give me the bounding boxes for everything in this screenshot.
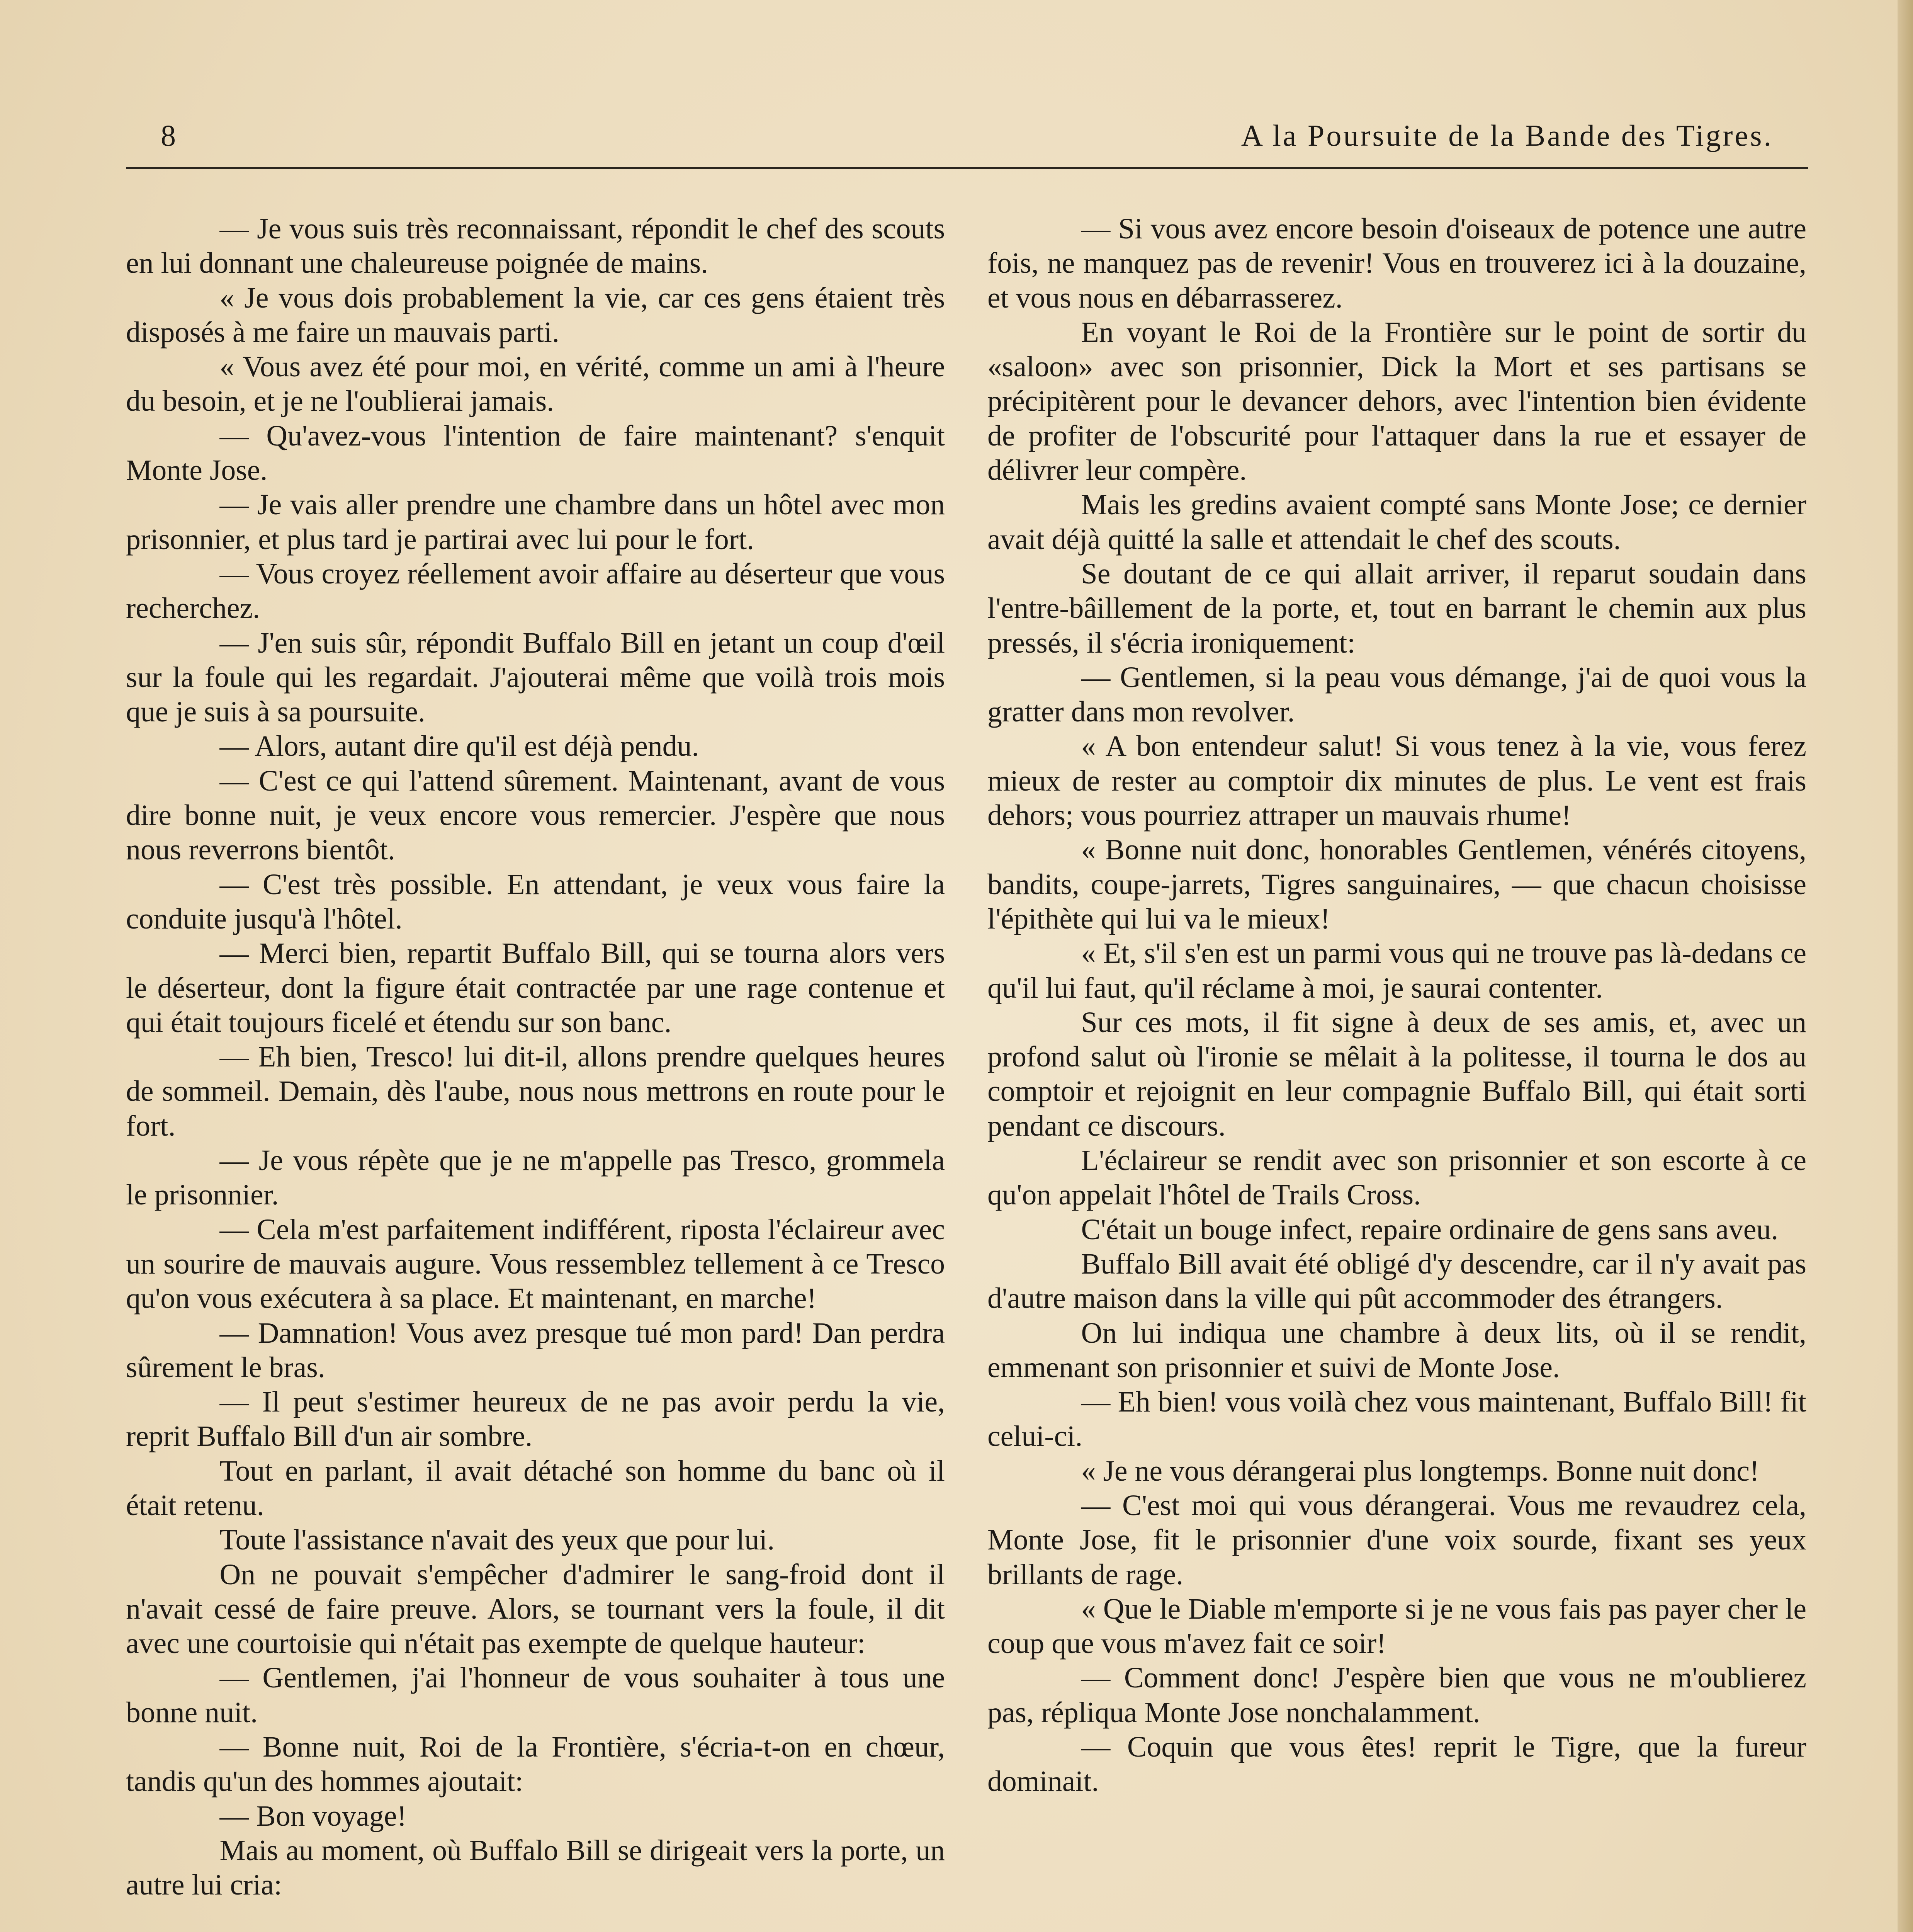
paragraph: — Il peut s'estimer heureux de ne pas avoir perdu la vie, reprit Buffalo Bill d'un air sombre. <box>126 1386 945 1453</box>
paragraph: C'était un bouge infect, repaire ordinaire de gens sans aveu. <box>1081 1213 1779 1246</box>
paragraph: En voyant le Roi de la Frontière sur le point de sortir du «saloon» avec son prisonnier, Dick la Mort et ses partisans se précipitèrent pour le devancer dehors, avec l'intention bien évidente de profiter de l'obscurité pour l'attaquer dans la rue et essayer de délivrer leur compère. <box>987 316 1806 487</box>
paragraph: « Que le Diable m'emporte si je ne vous fais pas payer cher le coup que vous m'avez fait ce soir! <box>987 1592 1806 1660</box>
paragraph: — Eh bien! vous voilà chez vous maintenant, Buffalo Bill! fit celui-ci. <box>987 1386 1806 1453</box>
paragraph: — J'en suis sûr, répondit Buffalo Bill en jetant un coup d'œil sur la foule qui les regardait. J'ajouterai même que voilà trois mois que je suis à sa poursuite. <box>126 626 945 728</box>
paragraph: Tout en parlant, il avait détaché son homme du banc où il était retenu. <box>126 1454 945 1522</box>
paragraph: — Vous croyez réellement avoir affaire au déserteur que vous recherchez. <box>126 557 945 625</box>
paragraph: — Merci bien, repartit Buffalo Bill, qui se tourna alors vers le déserteur, dont la figure était contractée par une rage contenue et qui était toujours ficelé et étendu sur son banc. <box>126 937 945 1039</box>
paragraph: — C'est moi qui vous dérangerai. Vous me revaudrez cela, Monte Jose, fit le prisonnier d'une voix sourde, fixant ses yeux brillants de rage. <box>987 1489 1806 1591</box>
paragraph: On lui indiqua une chambre à deux lits, où il se rendit, emmenant son prisonnier et suivi de Monte Jose. <box>987 1316 1806 1384</box>
paragraph: — Je vais aller prendre une chambre dans un hôtel avec mon prisonnier, et plus tard je partirai avec lui pour le fort. <box>126 488 945 556</box>
paragraph: Buffalo Bill avait été obligé d'y descendre, car il n'y avait pas d'autre maison dans la ville qui pût accommoder des étrangers. <box>987 1247 1806 1315</box>
paragraph: — Coquin que vous êtes! reprit le Tigre, que la fureur dominait. <box>987 1731 1806 1798</box>
paragraph: — Je vous répète que je ne m'appelle pas Tresco, grommela le prisonnier. <box>126 1144 945 1211</box>
paragraph: « A bon entendeur salut! Si vous tenez à la vie, vous ferez mieux de rester au comptoir dix minutes de plus. Le vent est frais dehors; vous pourriez attraper un mauvais rhume! <box>987 730 1806 832</box>
running-title: A la Poursuite de la Bande des Tigres. <box>1241 119 1773 152</box>
paragraph: Mais au moment, où Buffalo Bill se dirigeait vers la porte, un autre lui cria: <box>126 1834 945 1901</box>
paragraph: — Qu'avez-vous l'intention de faire maintenant? s'enquit Monte Jose. <box>126 419 945 487</box>
paragraph: — Bon voyage! <box>219 1799 407 1832</box>
paragraph: — Bonne nuit, Roi de la Frontière, s'écria-t-on en chœur, tandis qu'un des hommes ajoutait: <box>126 1731 945 1798</box>
paragraph: — Comment donc! J'espère bien que vous ne m'oublierez pas, répliqua Monte Jose nonchalamment. <box>987 1662 1806 1729</box>
paragraph: — Damnation! Vous avez presque tué mon pard! Dan perdra sûrement le bras. <box>126 1316 945 1384</box>
paragraph: — Gentlemen, j'ai l'honneur de vous souhaiter à tous une bonne nuit. <box>126 1662 945 1729</box>
paragraph: — Eh bien, Tresco! lui dit-il, allons prendre quelques heures de sommeil. Demain, dès l'aube, nous nous mettrons en route pour le fort. <box>126 1041 945 1142</box>
paragraph: — C'est très possible. En attendant, je veux vous faire la conduite jusqu'à l'hôtel. <box>126 868 945 935</box>
page-number: 8 <box>161 119 177 152</box>
paragraph: — Alors, autant dire qu'il est déjà pendu. <box>219 730 699 763</box>
paragraph: « Bonne nuit donc, honorables Gentlemen, vénérés citoyens, bandits, coupe-jarrets, Tigres sanguinaires, — que chacun choisisse l'épithète qui lui va le mieux! <box>987 833 1806 935</box>
paragraph: Toute l'assistance n'avait des yeux que pour lui. <box>219 1524 775 1556</box>
paragraph: Se doutant de ce qui allait arriver, il reparut soudain dans l'entre-bâillement de la porte, et, tout en barrant le chemin aux plus pressés, il s'écria ironiquement: <box>987 557 1806 659</box>
page-header <box>126 116 1808 162</box>
paragraph: — Gentlemen, si la peau vous démange, j'ai de quoi vous la gratter dans mon revolver. <box>987 661 1806 728</box>
paragraph: « Et, s'il s'en est un parmi vous qui ne trouve pas là-dedans ce qu'il lui faut, qu'il réclame à moi, je saurai contenter. <box>987 937 1806 1004</box>
paragraph: « Je ne vous dérangerai plus longtemps. Bonne nuit donc! <box>1081 1454 1760 1487</box>
paragraph: « Vous avez été pour moi, en vérité, comme un ami à l'heure du besoin, et je ne l'oublierai jamais. <box>126 350 945 418</box>
left-column <box>126 212 945 1903</box>
paragraph: On ne pouvait s'empêcher d'admirer le sang-froid dont il n'avait cessé de faire preuve. Alors, se tournant vers la foule, il dit avec une courtoisie qui n'était pas exempte de quelque hauteur: <box>126 1558 945 1660</box>
paragraph: « Je vous dois probablement la vie, car ces gens étaient très disposés à me faire un mauvais parti. <box>126 281 945 349</box>
paragraph: — Je vous suis très reconnaissant, répondit le chef des scouts en lui donnant une chaleureuse poignée de mains. <box>126 213 945 280</box>
header-rule <box>126 167 1808 169</box>
page-edge <box>1898 0 1913 1932</box>
paragraph: Sur ces mots, il fit signe à deux de ses amis, et, avec un profond salut où l'ironie se mêlait à la politesse, il tourna le dos au comptoir et rejoignit en leur compagnie Buffalo Bill, qui était sorti pendant ce discours. <box>987 1006 1806 1142</box>
paragraph: — Si vous avez encore besoin d'oiseaux de potence une autre fois, ne manquez pas de revenir! Vous en trouverez ici à la douzaine, et vous nous en débarrasserez. <box>987 213 1806 314</box>
right-column <box>987 212 1806 1799</box>
paragraph: — Cela m'est parfaitement indifférent, riposta l'éclaireur avec un sourire de mauvais augure. Vous ressemblez tellement à ce Tresco qu'on vous exécutera à sa place. Et maintenant, en marche! <box>126 1213 945 1315</box>
paragraph: Mais les gredins avaient compté sans Monte Jose; ce dernier avait déjà quitté la salle et attendait le chef des scouts. <box>987 488 1806 556</box>
paragraph: L'éclaireur se rendit avec son prisonnier et son escorte à ce qu'on appelait l'hôtel de Trails Cross. <box>987 1144 1806 1211</box>
paragraph: — C'est ce qui l'attend sûrement. Maintenant, avant de vous dire bonne nuit, je veux encore vous remercier. J'espère que nous nous reverrons bientôt. <box>126 764 945 866</box>
